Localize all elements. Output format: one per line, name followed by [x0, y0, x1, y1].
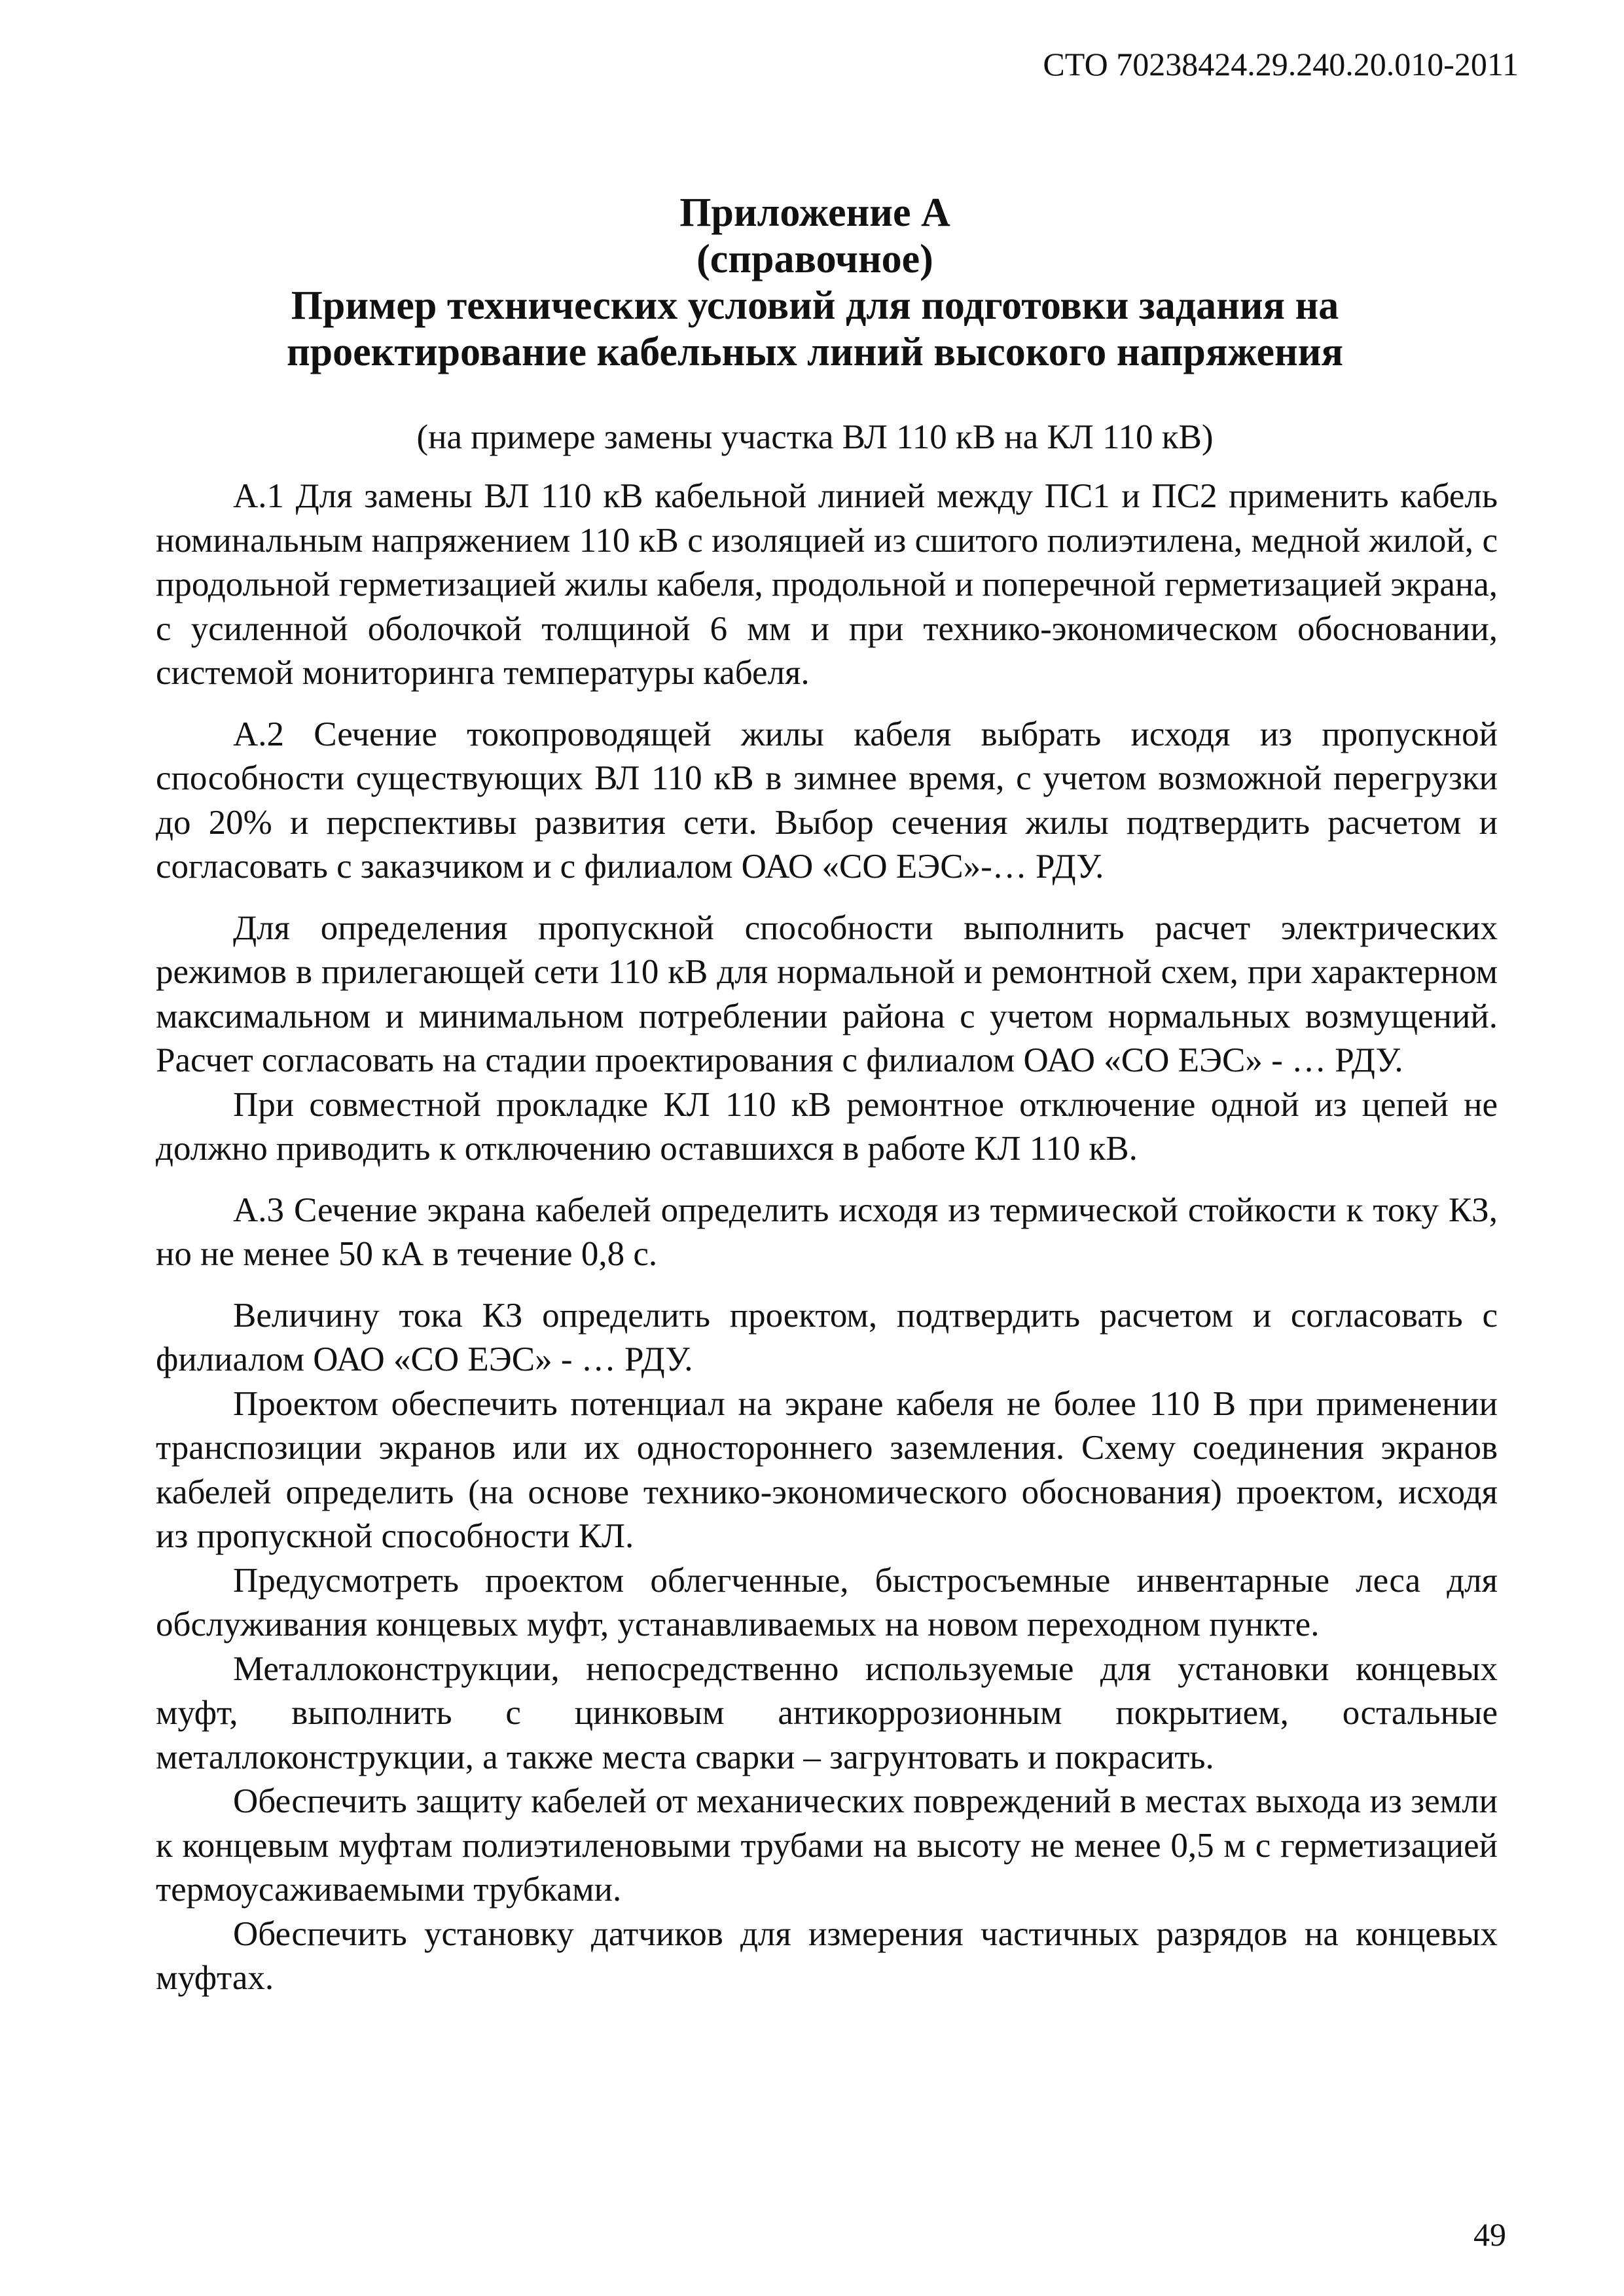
paragraph-partial-discharge-sensors: Обеспечить установку датчиков для измерения частичных разрядов на концевых муфтах.	[156, 1914, 1498, 1997]
appendix-type: (справочное)	[696, 237, 933, 281]
page-number: 49	[1473, 2216, 1506, 2253]
paragraph-metal-structures: Металлоконструкции, непосредственно используемые для установки концевых муфт, выполнить с цинковым антикоррозионным покрытием, остальные металлоконструкции, а также места сварки – загрунтовать и покрасить.	[156, 1649, 1498, 1776]
paragraph-short-circuit-current: Величину тока КЗ определить проектом, подтвердить расчетом и согласовать с филиалом ОАО «СО ЕЭС» - … РДУ.	[156, 1296, 1498, 1378]
appendix-subject-line-2: проектирование кабельных линий высокого напряжения	[286, 330, 1344, 374]
document-code: СТО 70238424.29.240.20.010-2011	[1043, 46, 1519, 82]
appendix-subtitle: (на примере замены участка ВЛ 110 кВ на КЛ 110 кВ)	[416, 418, 1214, 456]
paragraph-scaffolding: Предусмотреть проектом облегченные, быстросъемные инвентарные леса для обслуживания концевых муфт, устанавливаемых на новом переходном пункте.	[156, 1561, 1498, 1643]
paragraph-a3: А.3 Сечение экрана кабелей определить исходя из термической стойкости к току КЗ, но не менее 50 кА в течение 0,8 с.	[156, 1191, 1498, 1273]
paragraph-throughput-calculation: Для определения пропускной способности выполнить расчет электрических режимов в прилегающей сети 110 кВ для нормальной и ремонтной схем, при характерном максимальном и минимальном потреблении района с учетом нормальных возмущений. Расчет согласовать на стадии проектирования с филиалом ОАО «СО ЕЭС» - … РДУ.	[156, 908, 1498, 1079]
document-body	[156, 475, 1498, 2001]
paragraph-a2: А.2 Сечение токопроводящей жилы кабеля выбрать исходя из пропускной способности существующих ВЛ 110 кВ в зимнее время, с учетом возможной перегрузки до 20% и перспективы развития сети. Выбор сечения жилы подтвердить расчетом и согласовать с заказчиком и с филиалом ОАО «СО ЕЭС»-… РДУ.	[156, 715, 1498, 886]
appendix-subject-line-1: Пример технических условий для подготовки задания на	[291, 283, 1339, 328]
paragraph-joint-laying: При совместной прокладке КЛ 110 кВ ремонтное отключение одной из цепей не должно приводить к отключению оставшихся в работе КЛ 110 кВ.	[156, 1085, 1498, 1168]
appendix-title: Приложение А	[679, 190, 950, 235]
paragraph-mechanical-protection: Обеспечить защиту кабелей от механических повреждений в местах выхода из земли к концевым муфтам полиэтиленовыми трубами на высоту не менее 0,5 м с герметизацией термоусаживаемыми трубками.	[156, 1782, 1498, 1909]
paragraph-a1: А.1 Для замены ВЛ 110 кВ кабельной линией между ПС1 и ПС2 применить кабель номинальным напряжением 110 кВ с изоляцией из сшитого полиэтилена, медной жилой, с продольной герметизацией жилы кабеля, продольной и поперечной герметизацией экрана, с усиленной оболочкой толщиной 6 мм и при технико-экономическом обосновании, системой мониторинга температуры кабеля.	[156, 477, 1498, 692]
paragraph-screen-potential: Проектом обеспечить потенциал на экране кабеля не более 110 В при применении транспозиции экранов или их одностороннего заземления. Схему соединения экранов кабелей определить (на основе технико-экономического обоснования) проектом, исходя из пропускной способности КЛ.	[156, 1384, 1498, 1555]
appendix-heading	[156, 190, 1474, 376]
